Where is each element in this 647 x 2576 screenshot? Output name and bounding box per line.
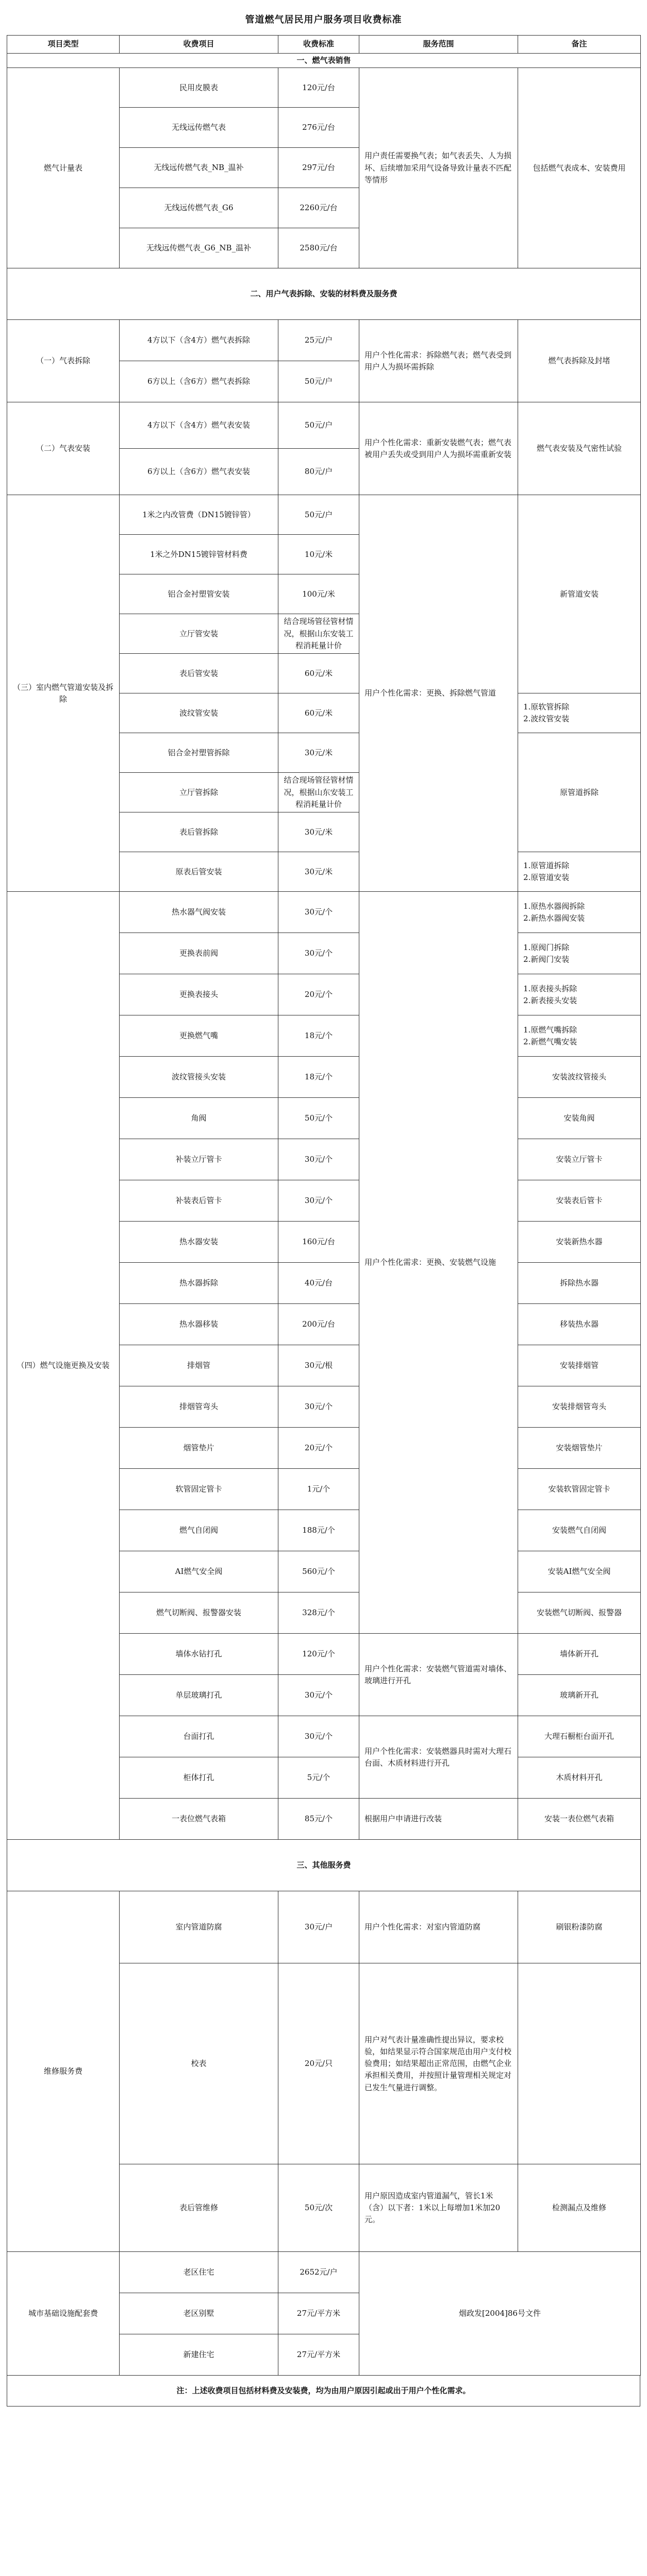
header-note: 备注 [518, 36, 641, 54]
note-cell: 拆除热水器 [518, 1263, 641, 1304]
price-cell: 结合现场管径管材情况，根据山东安装工程消耗量计价 [278, 614, 359, 654]
item-cell: 民用皮膜表 [120, 68, 278, 108]
item-cell: 无线远传燃气表_NB_温补 [120, 148, 278, 188]
price-cell: 30元/个 [278, 892, 359, 933]
item-cell: 波纹管安装 [120, 693, 278, 733]
note-cell: 墙体新开孔 [518, 1634, 641, 1675]
section-row [7, 1840, 641, 1891]
price-cell: 30元/个 [278, 1716, 359, 1757]
type-cell: （四）燃气设施更换及安装 [7, 892, 120, 1840]
header-item: 收费项目 [120, 36, 278, 54]
price-cell: 30元/根 [278, 1345, 359, 1386]
price-cell: 20元/个 [278, 1428, 359, 1469]
scope-cell: 用户个性化需求：更换、拆除燃气管道 [359, 495, 518, 892]
price-cell: 18元/个 [278, 1015, 359, 1057]
scope-cell: 用户个性化需求：安装燃气管道需对墙体、玻璃进行开孔 [359, 1634, 518, 1716]
item-cell: 更换表前阀 [120, 933, 278, 974]
item-cell: 1米之内改管费（DN15镀锌管） [120, 495, 278, 535]
price-cell: 30元/个 [278, 933, 359, 974]
price-cell: 30元/米 [278, 812, 359, 852]
scope-cell: 用户个性化需求：安装燃器具时需对大理石台面、木质材料进行开孔 [359, 1716, 518, 1799]
note-cell: 1.原热水器阀拆除 2.新热水器阀安装 [518, 892, 641, 933]
note-cell: 燃气表拆除及封堵 [518, 320, 641, 402]
price-cell: 27元/平方米 [278, 2293, 359, 2334]
price-cell: 2652元/户 [278, 2252, 359, 2293]
header-type: 项目类型 [7, 36, 120, 54]
item-cell: 表后管安装 [120, 654, 278, 693]
price-cell: 276元/台 [278, 108, 359, 148]
item-cell: 角阀 [120, 1098, 278, 1139]
scope-cell: 用户个性化需求：拆除燃气表；燃气表受到用户人为损坏需拆除 [359, 320, 518, 402]
table-row [7, 1891, 641, 1963]
item-cell: 一表位燃气表箱 [120, 1799, 278, 1840]
item-cell: 6方以上（含6方）燃气表安装 [120, 449, 278, 495]
price-cell: 20元/个 [278, 974, 359, 1015]
item-cell: 热水器气阀安装 [120, 892, 278, 933]
note-cell: 安装一表位燃气表箱 [518, 1799, 641, 1840]
note-cell: 1.原软管拆除 2.波纹管安装 [518, 693, 641, 733]
price-cell: 297元/台 [278, 148, 359, 188]
section-row [7, 54, 641, 68]
item-cell: 校表 [120, 1963, 278, 2164]
item-cell: 原表后管安装 [120, 852, 278, 892]
price-cell: 18元/个 [278, 1057, 359, 1098]
item-cell: 无线远传燃气表 [120, 108, 278, 148]
scope-cell: 用户责任需要换气表；如气表丢失、人为损坏、后续增加采用气设备导致计量表不匹配等情形 [359, 68, 518, 268]
page-title: 管道燃气居民用户服务项目收费标准 [245, 14, 402, 25]
price-cell: 30元/个 [278, 1139, 359, 1180]
item-cell: 1米之外DN15镀锌管材料费 [120, 535, 278, 574]
price-cell: 50元/个 [278, 1098, 359, 1139]
table-row [7, 495, 641, 535]
price-cell: 160元/台 [278, 1222, 359, 1263]
scope-cell: 用户个性化需求：更换、安装燃气设施 [359, 892, 518, 1634]
price-cell: 25元/户 [278, 320, 359, 361]
item-cell: 波纹管接头安装 [120, 1057, 278, 1098]
price-cell: 5元/个 [278, 1757, 359, 1799]
item-cell: 排烟管弯头 [120, 1386, 278, 1428]
item-cell: 更换表接头 [120, 974, 278, 1015]
scope-cell: 用户个性化需求：对室内管道防腐 [359, 1891, 518, 1963]
item-cell: 4方以下（含4方）燃气表安装 [120, 402, 278, 449]
price-cell: 120元/台 [278, 68, 359, 108]
price-cell: 20元/只 [278, 1963, 359, 2164]
item-cell: 更换燃气嘴 [120, 1015, 278, 1057]
section-row [7, 268, 641, 320]
price-cell: 30元/米 [278, 852, 359, 892]
price-cell: 30元/个 [278, 1675, 359, 1716]
item-cell: 铝合金衬塑管安装 [120, 574, 278, 614]
note-cell: 1.原阀门拆除 2.新阀门安装 [518, 933, 641, 974]
price-cell: 80元/户 [278, 449, 359, 495]
price-cell: 100元/米 [278, 574, 359, 614]
item-cell: 热水器拆除 [120, 1263, 278, 1304]
item-cell: 燃气切断阀、报警器安装 [120, 1592, 278, 1634]
price-cell: 30元/户 [278, 1891, 359, 1963]
price-cell: 50元/户 [278, 495, 359, 535]
table-row [7, 68, 641, 108]
note-cell: 新管道安装 [518, 495, 641, 693]
price-cell: 30元/个 [278, 1180, 359, 1222]
price-cell: 50元/户 [278, 361, 359, 402]
type-cell: 城市基础设施配套费 [7, 2252, 120, 2376]
item-cell: 烟管垫片 [120, 1428, 278, 1469]
price-cell: 188元/个 [278, 1510, 359, 1551]
price-cell: 40元/台 [278, 1263, 359, 1304]
price-cell: 328元/个 [278, 1592, 359, 1634]
note-cell: 安装新热水器 [518, 1222, 641, 1263]
fee-table [7, 35, 641, 2376]
item-cell: 补装表后管卡 [120, 1180, 278, 1222]
item-cell: 室内管道防腐 [120, 1891, 278, 1963]
note-cell: 安装AI燃气安全阀 [518, 1551, 641, 1592]
type-cell: 燃气计量表 [7, 68, 120, 268]
note-cell: 安装排烟管弯头 [518, 1386, 641, 1428]
note-cell: 安装表后管卡 [518, 1180, 641, 1222]
type-cell: （一）气表拆除 [7, 320, 120, 402]
price-cell: 560元/个 [278, 1551, 359, 1592]
price-cell: 30元/个 [278, 1386, 359, 1428]
item-cell: 老区住宅 [120, 2252, 278, 2293]
section-title: 三、其他服务费 [7, 1840, 641, 1891]
item-cell: 软管固定管卡 [120, 1469, 278, 1510]
item-cell: 墙体水钻打孔 [120, 1634, 278, 1675]
item-cell: 台面打孔 [120, 1716, 278, 1757]
item-cell: 4方以下（含4方）燃气表拆除 [120, 320, 278, 361]
note-cell: 木质材料开孔 [518, 1757, 641, 1799]
price-cell: 1元/个 [278, 1469, 359, 1510]
scope-cell: 根据用户申请进行改装 [359, 1799, 518, 1840]
type-cell: 维修服务费 [7, 1891, 120, 2252]
note-cell: 移装热水器 [518, 1304, 641, 1345]
item-cell: 燃气自闭阀 [120, 1510, 278, 1551]
item-cell: 热水器安装 [120, 1222, 278, 1263]
note-cell: 刷银粉漆防腐 [518, 1891, 641, 1963]
note-cell: 检测漏点及维修 [518, 2164, 641, 2252]
note-cell: 安装烟管垫片 [518, 1428, 641, 1469]
item-cell: 立厅管安装 [120, 614, 278, 654]
table-row [7, 402, 641, 449]
note-cell: 玻璃新开孔 [518, 1675, 641, 1716]
table-row [7, 892, 641, 933]
item-cell: 表后管维修 [120, 2164, 278, 2252]
type-cell: （三）室内燃气管道安装及拆除 [7, 495, 120, 892]
price-cell: 60元/米 [278, 693, 359, 733]
item-cell: 柜体打孔 [120, 1757, 278, 1799]
item-cell: 新建住宅 [120, 2334, 278, 2376]
header-row [7, 36, 641, 54]
note-cell: 安装燃气切断阀、报警器 [518, 1592, 641, 1634]
item-cell: 无线远传燃气表_G6_NB_温补 [120, 228, 278, 268]
price-cell: 2580元/台 [278, 228, 359, 268]
item-cell: 单层玻璃打孔 [120, 1675, 278, 1716]
header-price: 收费标准 [278, 36, 359, 54]
note-cell: 包括燃气表成本、安装费用 [518, 68, 641, 268]
item-cell: AI燃气安全阀 [120, 1551, 278, 1592]
note-cell: 安装立厅管卡 [518, 1139, 641, 1180]
item-cell: 无线远传燃气表_G6 [120, 188, 278, 228]
type-cell: （二）气表安装 [7, 402, 120, 495]
item-cell: 铝合金衬塑管拆除 [120, 733, 278, 773]
note-cell: 燃气表安装及气密性试验 [518, 402, 641, 495]
item-cell: 表后管拆除 [120, 812, 278, 852]
section-title: 一、燃气表销售 [7, 54, 641, 68]
item-cell: 老区别墅 [120, 2293, 278, 2334]
price-cell: 27元/平方米 [278, 2334, 359, 2376]
scope-cell: 用户原因造成室内管道漏气，管长1米（含）以下者：1米以上每增加1米加20元。 [359, 2164, 518, 2252]
note-cell: 烟政发[2004]86号文件 [359, 2252, 641, 2376]
note-cell: 安装软管固定管卡 [518, 1469, 641, 1510]
item-cell: 立厅管拆除 [120, 773, 278, 812]
item-cell: 补装立厅管卡 [120, 1139, 278, 1180]
note-cell: 安装波纹管接头 [518, 1057, 641, 1098]
scope-cell: 用户个性化需求：重新安装燃气表；燃气表被用户丢失或受到用户人为损坏需重新安装 [359, 402, 518, 495]
price-cell: 50元/次 [278, 2164, 359, 2252]
note-cell: 1.原燃气嘴拆除 2.新燃气嘴安装 [518, 1015, 641, 1057]
note-cell [518, 1963, 641, 2164]
table-row [7, 2252, 641, 2293]
item-cell: 排烟管 [120, 1345, 278, 1386]
item-cell: 热水器移装 [120, 1304, 278, 1345]
note-cell: 大理石橱柜台面开孔 [518, 1716, 641, 1757]
price-cell: 10元/米 [278, 535, 359, 574]
header-scope: 服务范围 [359, 36, 518, 54]
footnote: 注：上述收费项目包括材料费及安装费，均为由用户原因引起或出于用户个性化需求。 [7, 2376, 640, 2406]
note-cell: 安装燃气自闭阀 [518, 1510, 641, 1551]
price-cell: 85元/个 [278, 1799, 359, 1840]
item-cell: 6方以上（含6方）燃气表拆除 [120, 361, 278, 402]
price-cell: 结合现场管径管材情况，根据山东安装工程消耗量计价 [278, 773, 359, 812]
scope-cell: 用户对气表计量准确性提出异议，要求校验，如结果显示符合国家规范由用户支付校验费用；如结果超出正常范围，由燃气企业承担相关费用，并按照计量管理相关规定对已发生气量进行调整。 [359, 1963, 518, 2164]
price-cell: 30元/米 [278, 733, 359, 773]
note-cell: 原管道拆除 [518, 733, 641, 852]
note-cell: 安装角阀 [518, 1098, 641, 1139]
section-title: 二、用户气表拆除、安装的材料费及服务费 [7, 268, 641, 320]
price-cell: 50元/户 [278, 402, 359, 449]
note-cell: 1.原表接头拆除 2.新表接头安装 [518, 974, 641, 1015]
table-row [7, 320, 641, 361]
note-cell: 1.原管道拆除 2.原管道安装 [518, 852, 641, 892]
price-cell: 2260元/台 [278, 188, 359, 228]
price-cell: 120元/个 [278, 1634, 359, 1675]
price-cell: 200元/台 [278, 1304, 359, 1345]
note-cell: 安装排烟管 [518, 1345, 641, 1386]
price-cell: 60元/米 [278, 654, 359, 693]
